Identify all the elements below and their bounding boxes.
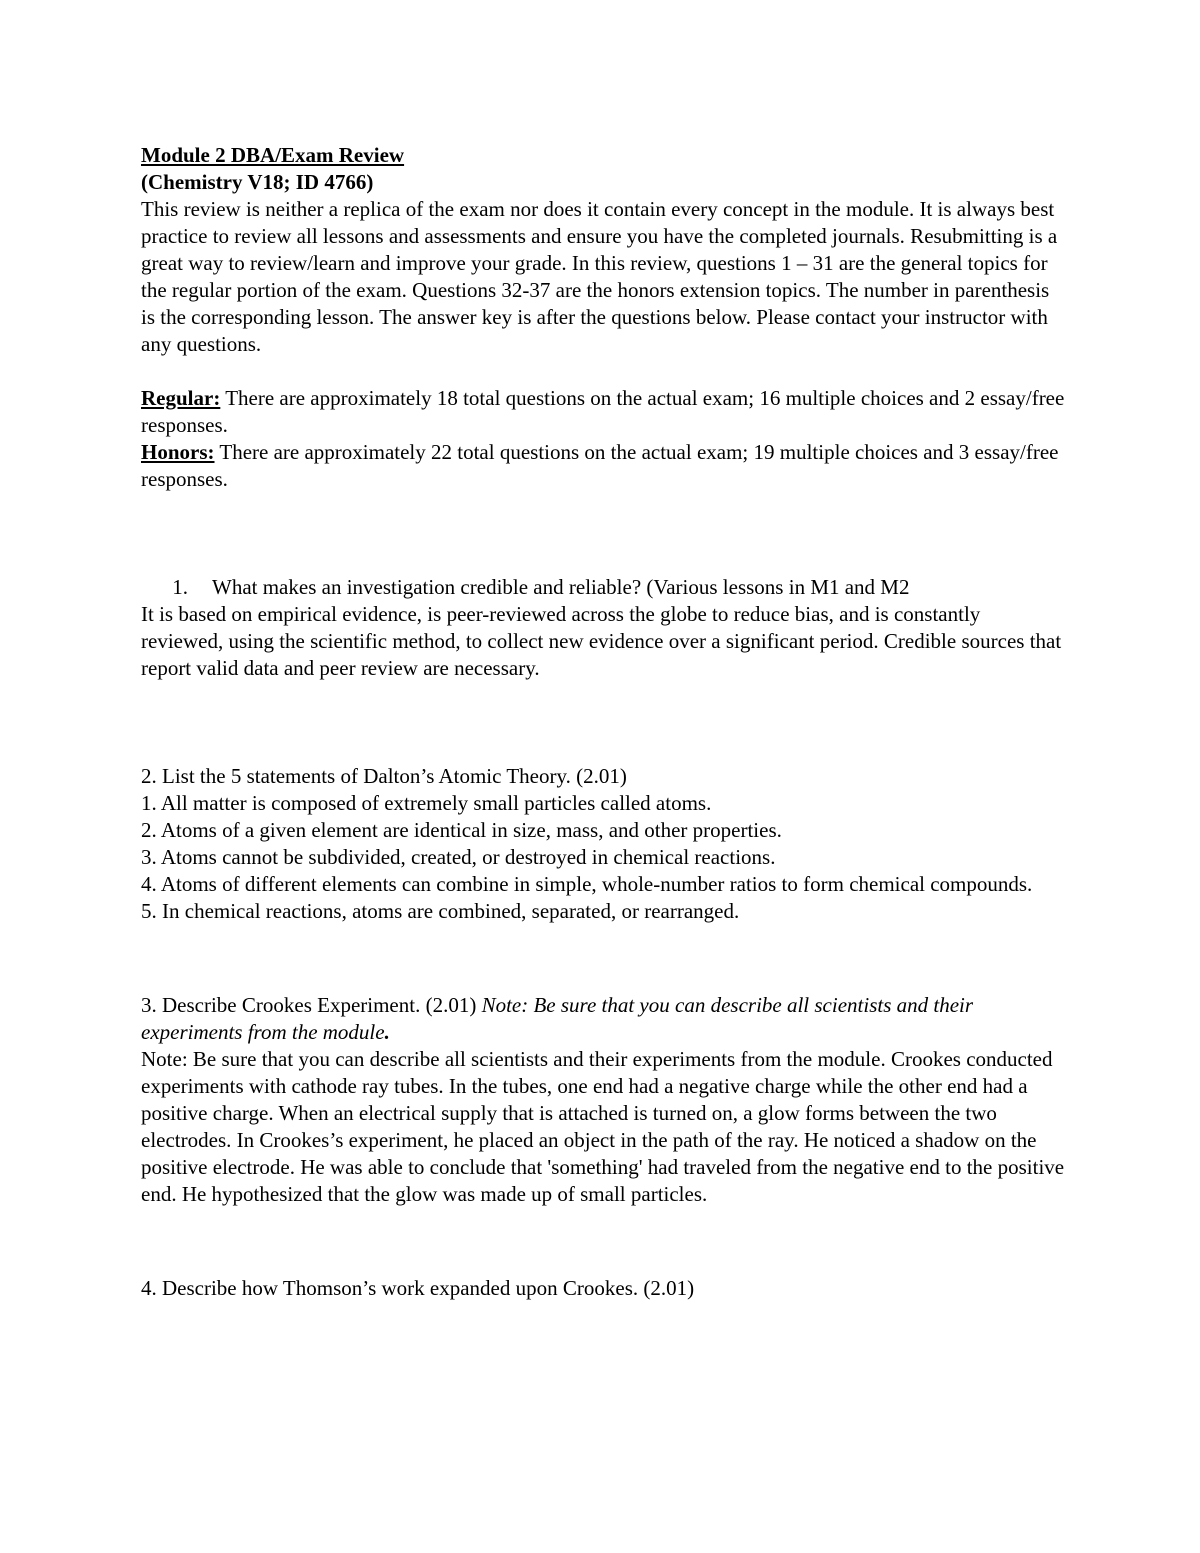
spacer (141, 358, 1066, 385)
question-1-text: What makes an investigation credible and reliable? (Various lessons in M1 and M2 (212, 575, 910, 599)
dalton-statement-5: 5. In chemical reactions, atoms are combined, separated, or rearranged. (141, 899, 740, 923)
question-3-text: 3. Describe Crookes Experiment. (2.01) (141, 993, 482, 1017)
question-2: 2. List the 5 statements of Dalton’s Atomic Theory. (2.01) (141, 764, 627, 788)
honors-exam-info (141, 439, 1066, 493)
dalton-statement-2: 2. Atoms of a given element are identical in size, mass, and other properties. (141, 818, 782, 842)
regular-text: There are approximately 18 total questions on the actual exam; 16 multiple choices and 2 essay/free responses. (141, 386, 1065, 437)
spacer (141, 925, 1066, 992)
course-subtitle: (Chemistry V18; ID 4766) (141, 170, 374, 194)
spacer (141, 493, 1066, 574)
question-1 (141, 574, 1066, 601)
answer-1: It is based on empirical evidence, is peer-reviewed across the globe to reduce bias, and is constantly reviewed, using the scientific method, to collect new evidence over a significant period. Credible sources that report valid data and peer review are necessary. (141, 602, 1062, 680)
question-3-note-end: . (384, 1020, 390, 1044)
question-1-number: 1. (172, 575, 188, 599)
document-page (141, 142, 1066, 1302)
answer-3: Note: Be sure that you can describe all scientists and their experiments from the module. Crookes conducted experiments with cathode ray tubes. In the tubes, one end had a negative charge while the other end had a positive charge. When an electrical supply that is attached is turned on, a glow forms between the two electrodes. In Crookes’s experiment, he placed an object in the path of the ray. He noticed a shadow on the positive electrode. He was able to conclude that 'something' had traveled from the negative end to the positive end. He hypothesized that the glow was made up of small particles. (141, 1047, 1065, 1206)
regular-exam-info (141, 385, 1066, 439)
honors-text: There are approximately 22 total questions on the actual exam; 19 multiple choices and 3 essay/free responses. (141, 440, 1059, 491)
spacer (141, 682, 1066, 763)
dalton-statement-1: 1. All matter is composed of extremely small particles called atoms. (141, 791, 712, 815)
intro-paragraph: This review is neither a replica of the exam nor does it contain every concept in the module. It is always best practice to review all lessons and assessments and ensure you have the completed journals. Resubmitting is a great way to review/learn and improve your grade. In this review, questions 1 – 31 are the general topics for the regular portion of the exam. Questions 32-37 are the honors extension topics. The number in parenthesis is the corresponding lesson. The answer key is after the questions below. Please contact your instructor with any questions. (141, 197, 1058, 356)
dalton-statement-3: 3. Atoms cannot be subdivided, created, or destroyed in chemical reactions. (141, 845, 776, 869)
document-title: Module 2 DBA/Exam Review (141, 143, 405, 167)
honors-label: Honors: (141, 440, 215, 464)
regular-label: Regular: (141, 386, 221, 410)
spacer (141, 1208, 1066, 1275)
question-4: 4. Describe how Thomson’s work expanded upon Crookes. (2.01) (141, 1276, 695, 1300)
question-3 (141, 992, 1066, 1046)
dalton-statement-4: 4. Atoms of different elements can combine in simple, whole-number ratios to form chemical compounds. (141, 872, 1033, 896)
question-3-note-text: Note: Be sure that you can describe all scientists and their experiments from the module (141, 993, 974, 1044)
